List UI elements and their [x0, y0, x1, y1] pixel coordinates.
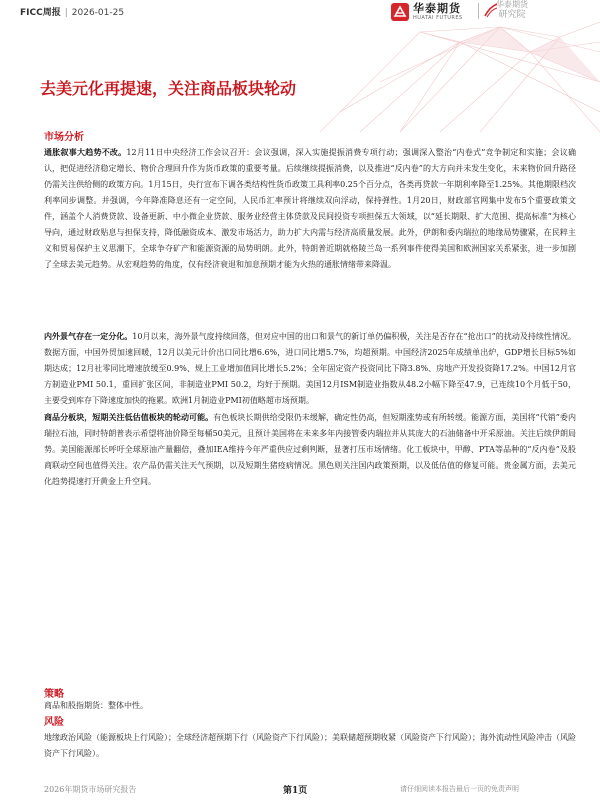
- page-number: 第1页: [283, 786, 308, 796]
- brand-name-cn: 华泰期货: [413, 2, 461, 15]
- analysis-paragraph-2: [44, 329, 576, 409]
- brand-name-en: HUATAI FUTURES: [413, 15, 463, 21]
- disclaimer-note: 请仔细阅读本报告最后一页的免责声明: [400, 785, 519, 793]
- meta-separator: |: [64, 8, 68, 18]
- risk-text: 地缘政治风险（能源板块上行风险）；全球经济超预期下行（风险资产下行风险）；美联储超预期收紧（风险资产下行风险）；海外流动性风险冲击（风险资产下行风险）。: [44, 733, 576, 758]
- report-date: 2026-01-25: [71, 8, 125, 18]
- research-institute-logo: [496, 1, 528, 20]
- section-heading-risk: 风险: [44, 717, 64, 728]
- paragraph-body: 10月以来，海外景气度持续回落，但对应中国的出口和景气的新订单仍偏积极，关注是否存在“抢出口”的扰动及持续性情况。数据方面，中国外贸加速回暖，12月以美元计价出口同比增6.6%，进口同比增5.7%，均超预期。中国经济2025年成绩单出炉，GDP增长目标5%如期达成；12月社零同比增速放缓至0.9%、规上工业增加值同比增长5.2%；全年固定资产投资同比下降3.8%、房地产开发投资降17.2%。中国12月官方制造业PMI 50.1，重回扩张区间，非制造业PMI 50.2，均好于预期。美国12月ISM制造业指数从48.2小幅下降至47.9，已连续10个月低于50，主要受到库存下降速度加快的拖累。欧洲1月制造业PMI初值略超市场预期。: [44, 332, 577, 405]
- paragraph-lead: 内外景气存在一定分化。: [44, 332, 133, 341]
- institute-line2: 研究院: [498, 10, 526, 20]
- analysis-paragraph-3: [44, 410, 576, 490]
- institute-line1: 华泰期货: [496, 0, 528, 9]
- paragraph-lead: 通胀叙事大趋势不改。: [44, 148, 127, 157]
- report-type: FICC周报: [20, 8, 61, 18]
- decorative-banner: [300, 22, 600, 132]
- paragraph-body: 有色板块长期供给受限仍未缓解，确定性仍高，但短期涨势或有所转缓。能源方面，美国将“代销”委内瑞拉石油，同时特朗普表示希望将油价降至每桶50美元，且预计美国将在未来多年内接管委内瑞拉并从其庞大的石油储备中开采原油。关注后续伊朗局势。美国能源部长呼吁全球原油产量翻倍，叠加IEA维持今年严重供应过剩判断，显著打压市场情绪。化工板块中，甲醇、PTA等品种的“反内卷”及股商联动空间也值得关注。农产品仍需关注天气预期，以及短期生猪疫病情况。黑色则关注国内政策预期，以及低估值的修复可能。贵金属方面，去美元化趋势提速打开黄金上升空间。: [44, 413, 576, 486]
- page-header: [0, 0, 600, 22]
- page-footer: [0, 778, 600, 800]
- paragraph-body: 12月11日中央经济工作会议召开：会议强调，深入实施提振消费专项行动；强调深入整治“内卷式”竞争制定和实施；会议确认，把促进经济稳定增长、物价合理回升作为货币政策的重要考量。后续继续提振消费，以及推进“反内卷”的大方向并未发生变化，未来物价回升路径仍需关注供给侧的政策方向。1月15日，央行宣布下调各类结构性货币政策工具利率0.25个百分点，各类再贷款一年期利率降至1.25%。其他期限档次利率同步调整。并强调，今年降准降息还有一定空间，人民币汇率预计将继续双向浮动，保持弹性。1月20日，财政部官网集中发布5个重要政策文件，涵盖个人消费贷款、设备更新、中小微企业贷款、服务业经营主体贷款及民间投资专项担保五大领域，以“延长期限、扩大范围、提高标准”为核心导向，通过财政贴息与担保支持，降低融资成本、激发市场活力，助力扩大内需与经济高质量发展。此外，伊朗和委内瑞拉的地缘局势骤紧，在民粹主义和贸易保护主义思潮下，全球争夺矿产和能源资源的局势明朗。此外，特朗普近期就格陵兰岛一系列事件使得美国和欧洲国家关系紧张，进一步加剧了全球去美元趋势。从宏观趋势的角度，仅有经济衰退和加息预期才能为火热的通胀情绪带来降温。: [44, 148, 576, 269]
- paragraph-lead: 商品分板块，短期关注低估值板块的轮动可能。: [44, 413, 214, 422]
- section-heading-analysis: 市场分析: [44, 132, 84, 143]
- section-heading-strategy: 策略: [44, 689, 64, 700]
- strategy-text: 商品和股指期货：整体中性。: [44, 701, 148, 710]
- logo-divider: [478, 3, 479, 19]
- huatai-futures-logo: [391, 2, 463, 22]
- page-title: 去美元化再提速，关注商品板块轮动: [40, 79, 297, 98]
- huatai-logo-icon: [391, 3, 409, 21]
- report-meta: [20, 5, 124, 18]
- analysis-paragraph-1: [44, 145, 576, 273]
- footer-report-name: 2026年期货市场研究报告: [44, 785, 137, 794]
